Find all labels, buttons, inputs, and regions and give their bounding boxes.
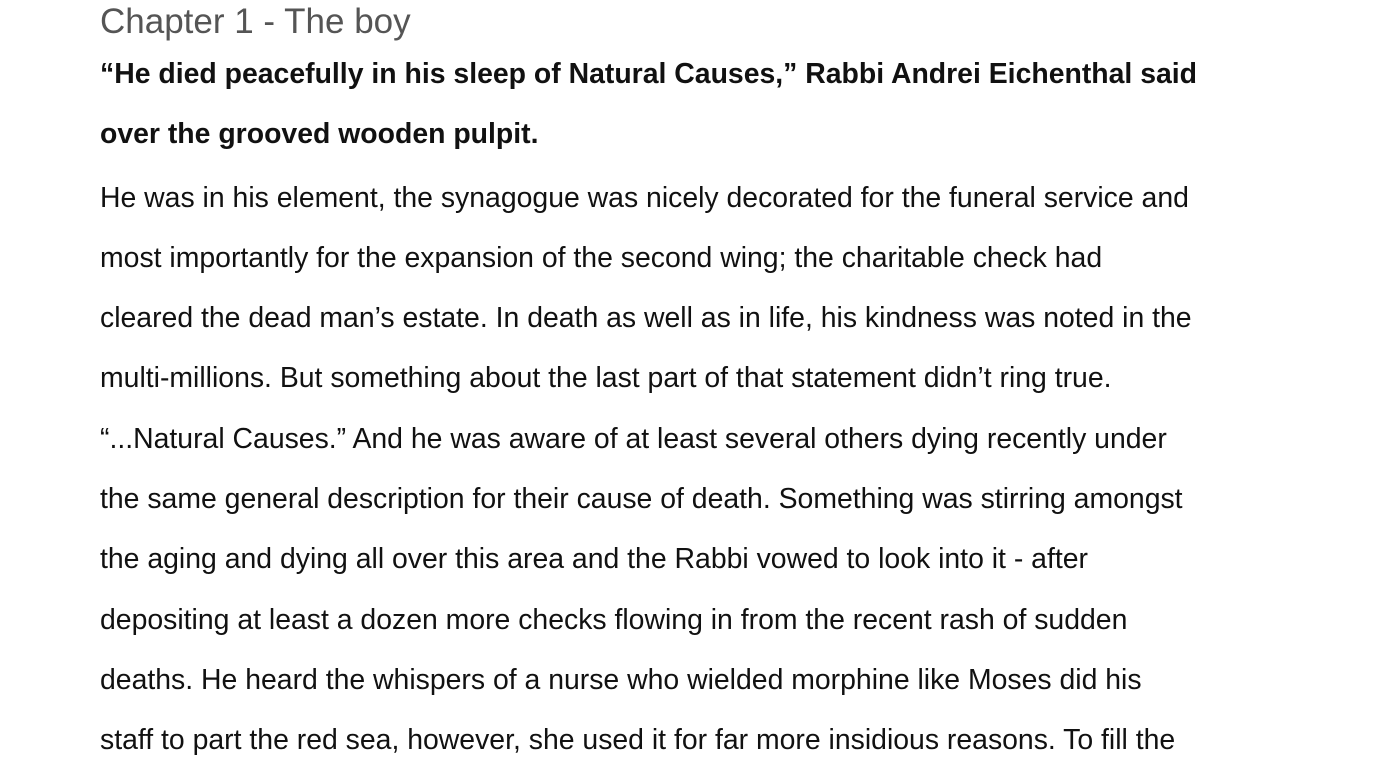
chapter-title: Chapter 1 - The boy (100, 2, 411, 41)
text-line: multi-millions. But something about the last part of that statement didn’t ring true. (100, 362, 1112, 395)
text-line: “...Natural Causes.” And he was aware of at least several others dying recently under (100, 422, 1167, 455)
text-line: “He died peacefully in his sleep of Natural Causes,” Rabbi Andrei Eichenthal said (100, 58, 1198, 90)
text-line: the aging and dying all over this area and the Rabbi vowed to look into it - after (100, 543, 1088, 576)
text-line: cleared the dead man’s estate. In death as well as in life, his kindness was noted in the (100, 302, 1192, 335)
body-paragraph (100, 168, 1350, 771)
opening-paragraph (100, 44, 1350, 165)
document-page (100, 0, 1350, 771)
text-line: over the grooved wooden pulpit. (100, 118, 539, 151)
text-line: He was in his element, the synagogue was nicely decorated for the funeral service and (100, 181, 1189, 214)
text-line: the same general description for their cause of death. Something was stirring amongst (100, 483, 1183, 516)
text-line: deaths. He heard the whispers of a nurse who wielded morphine like Moses did his (100, 663, 1142, 696)
text-line: most importantly for the expansion of the second wing; the charitable check had (100, 241, 1103, 274)
text-line: depositing at least a dozen more checks flowing in from the recent rash of sudden (100, 603, 1128, 636)
text-line: staff to part the red sea, however, she used it for far more insidious reasons. To fill the (100, 724, 1176, 757)
